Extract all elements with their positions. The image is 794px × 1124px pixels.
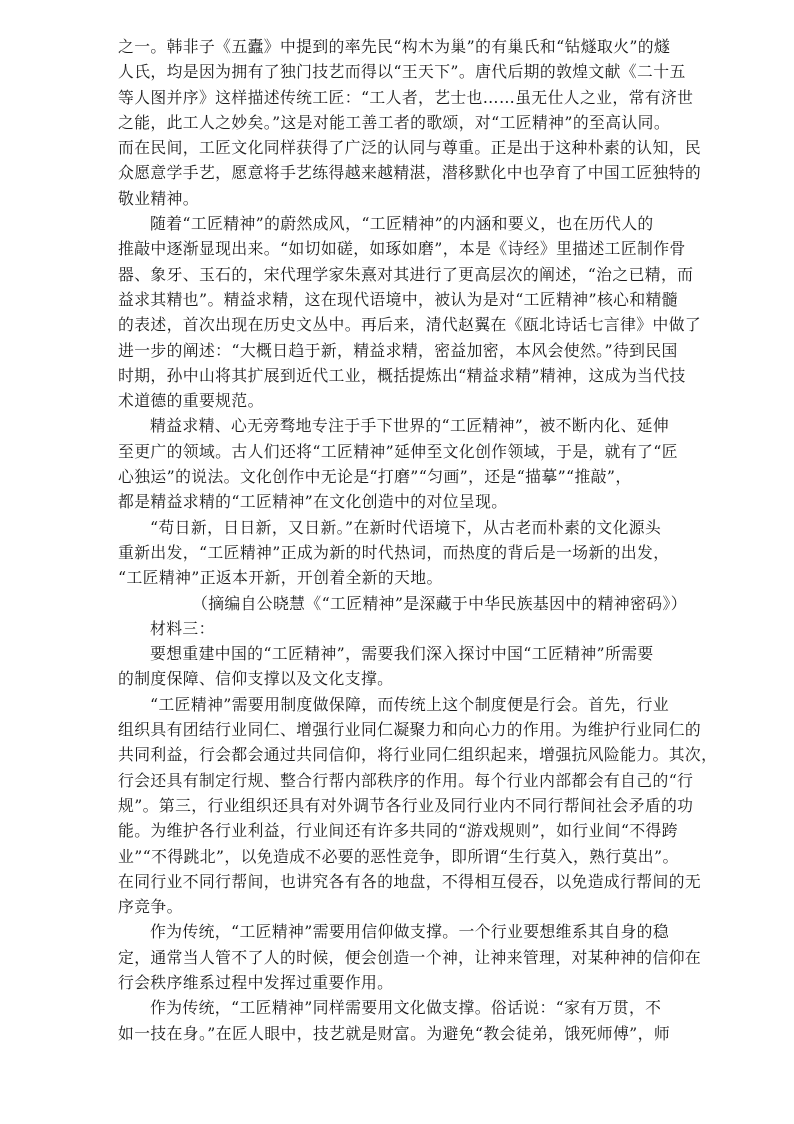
text-line: 规”。第三，行业组织还具有对外调节各行业及同行业内不同行帮间社会矛盾的功 xyxy=(118,795,694,815)
text-line: 之能，此工人之妙矣。”这是对能工善工者的歌颂，对“工匠精神”的至高认同。 xyxy=(118,112,671,132)
source-citation: （摘编自公晓慧《“工匠精神”是深藏于中华民族基因中的精神密码》） xyxy=(192,593,687,613)
text-line: 重新出发，“工匠精神”正成为新的时代热词，而热度的背后是一场新的出发， xyxy=(118,542,670,562)
document-page xyxy=(118,34,718,1046)
text-line: 器、象牙、玉石的，宋代理学家朱熹对其进行了更高层次的阐述，“治之已精，而 xyxy=(118,264,694,284)
text-line: 而在民间，工匠文化同样获得了广泛的认同与尊重。正是出于这种朴素的认知，民 xyxy=(118,138,702,158)
text-line: 益求其精也”。精益求精，这在现代语境中，被认为是对“工匠精神”核心和精髓 xyxy=(118,289,678,309)
text-line: 心独运”的说法。文化创作中无论是“打磨”“匀画”，还是“描摹”“推敲”， xyxy=(118,467,632,487)
text-line: 的制度保障、信仰支撑以及文化支撑。 xyxy=(118,669,394,689)
text-line: 作为传统，“工匠精神”需要用信仰做支撑。一个行业要想维系其自身的稳 xyxy=(150,922,670,942)
text-line: 材料三： xyxy=(150,618,215,638)
text-line: 进一步的阐述：“大概日趋于新，精益求精，密益加密，本风会使然。”待到民国 xyxy=(118,340,678,360)
text-line: 精益求精、心无旁骛地专注于手下世界的“工匠精神”，被不断内化、延伸 xyxy=(150,416,670,436)
text-line: 等人图并序》这样描述传统工匠：“工人者，艺士也……虽无仕人之业，常有济世 xyxy=(118,87,694,107)
text-line: 在同行业不同行帮间，也讲究各有各的地盘，不得相互侵吞，以免造成行帮间的无 xyxy=(118,871,702,891)
text-line: 至更广的领域。古人们还将“工匠精神”延伸至文化创作领域，于是，就有了“匠 xyxy=(118,441,678,461)
text-line: 敬业精神。 xyxy=(118,188,199,208)
text-line: 要想重建中国的“工匠精神”，需要我们深入探讨中国“工匠精神”所需要 xyxy=(150,644,654,664)
text-line: 业”“不得跳北”，以免造成不必要的恶性竞争，即所谓“生行莫入，熟行莫出”。 xyxy=(118,846,679,866)
text-line: 推敲中逐渐显现出来。“如切如磋，如琢如磨”，本是《诗经》里描述工匠制作骨 xyxy=(118,239,686,259)
text-line: 组织具有团结行业同仁、增强行业同仁凝聚力和向心力的作用。为维护行业同仁的 xyxy=(118,720,702,740)
text-line: 作为传统，“工匠精神”同样需要用文化做支撑。俗话说：“家有万贯，不 xyxy=(150,998,662,1018)
text-line: 定，通常当人管不了人的时候，便会创造一个神，让神来管理，对某种神的信仰在 xyxy=(118,947,702,967)
text-line: 行会还具有制定行规、整合行帮内部秩序的作用。每个行业内部都会有自己的“行 xyxy=(118,770,694,790)
text-line: 共同利益，行会都会通过共同信仰，将行业同仁组织起来，增强抗风险能力。其次， xyxy=(118,745,718,765)
text-line: 之一。韩非子《五蠹》中提到的率先民“构木为巢”的有巢氏和“钻燧取火”的燧 xyxy=(118,37,671,56)
text-line: “苟日新，日日新，又日新。”在新时代语境下，从古老而朴素的文化源头 xyxy=(150,517,662,537)
text-line: 都是精益求精的“工匠精神”在文化创造中的对位呈现。 xyxy=(118,492,508,512)
text-line: 人氏，均是因为拥有了独门技艺而得以“王天下”。唐代后期的敦煌文献《二十五 xyxy=(118,62,686,82)
text-line: “工匠精神”正返本开新，开创着全新的天地。 xyxy=(118,568,443,588)
text-line: 时期，孙中山将其扩展到近代工业，概括提炼出“精益求精”精神，这成为当代技 xyxy=(118,365,686,385)
text-line: 序竞争。 xyxy=(118,897,183,917)
text-line: 随着“工匠精神”的蔚然成风，“工匠精神”的内涵和要义，也在历代人的 xyxy=(150,214,654,234)
text-line: 行会秩序维系过程中发挥过重要作用。 xyxy=(118,972,394,992)
text-line: 的表述，首次出现在历史文丛中。再后来，清代赵翼在《瓯北诗话七言律》中做了 xyxy=(118,315,702,335)
text-line: 众愿意学手艺，愿意将手艺练得越来越精湛，潜移默化中也孕育了中国工匠独特的 xyxy=(118,163,702,183)
text-line: 如一技在身。”在匠人眼中，技艺就是财富。为避免“教会徒弟，饿死师傅”，师 xyxy=(118,1023,671,1043)
text-line: 能。为维护各行业利益，行业间还有许多共同的“游戏规则”，如行业间“不得跨 xyxy=(118,821,678,841)
text-line: 术道德的重要规范。 xyxy=(118,391,264,411)
text-line: “工匠精神”需要用制度做保障，而传统上这个制度便是行会。首先，行业 xyxy=(150,694,670,714)
